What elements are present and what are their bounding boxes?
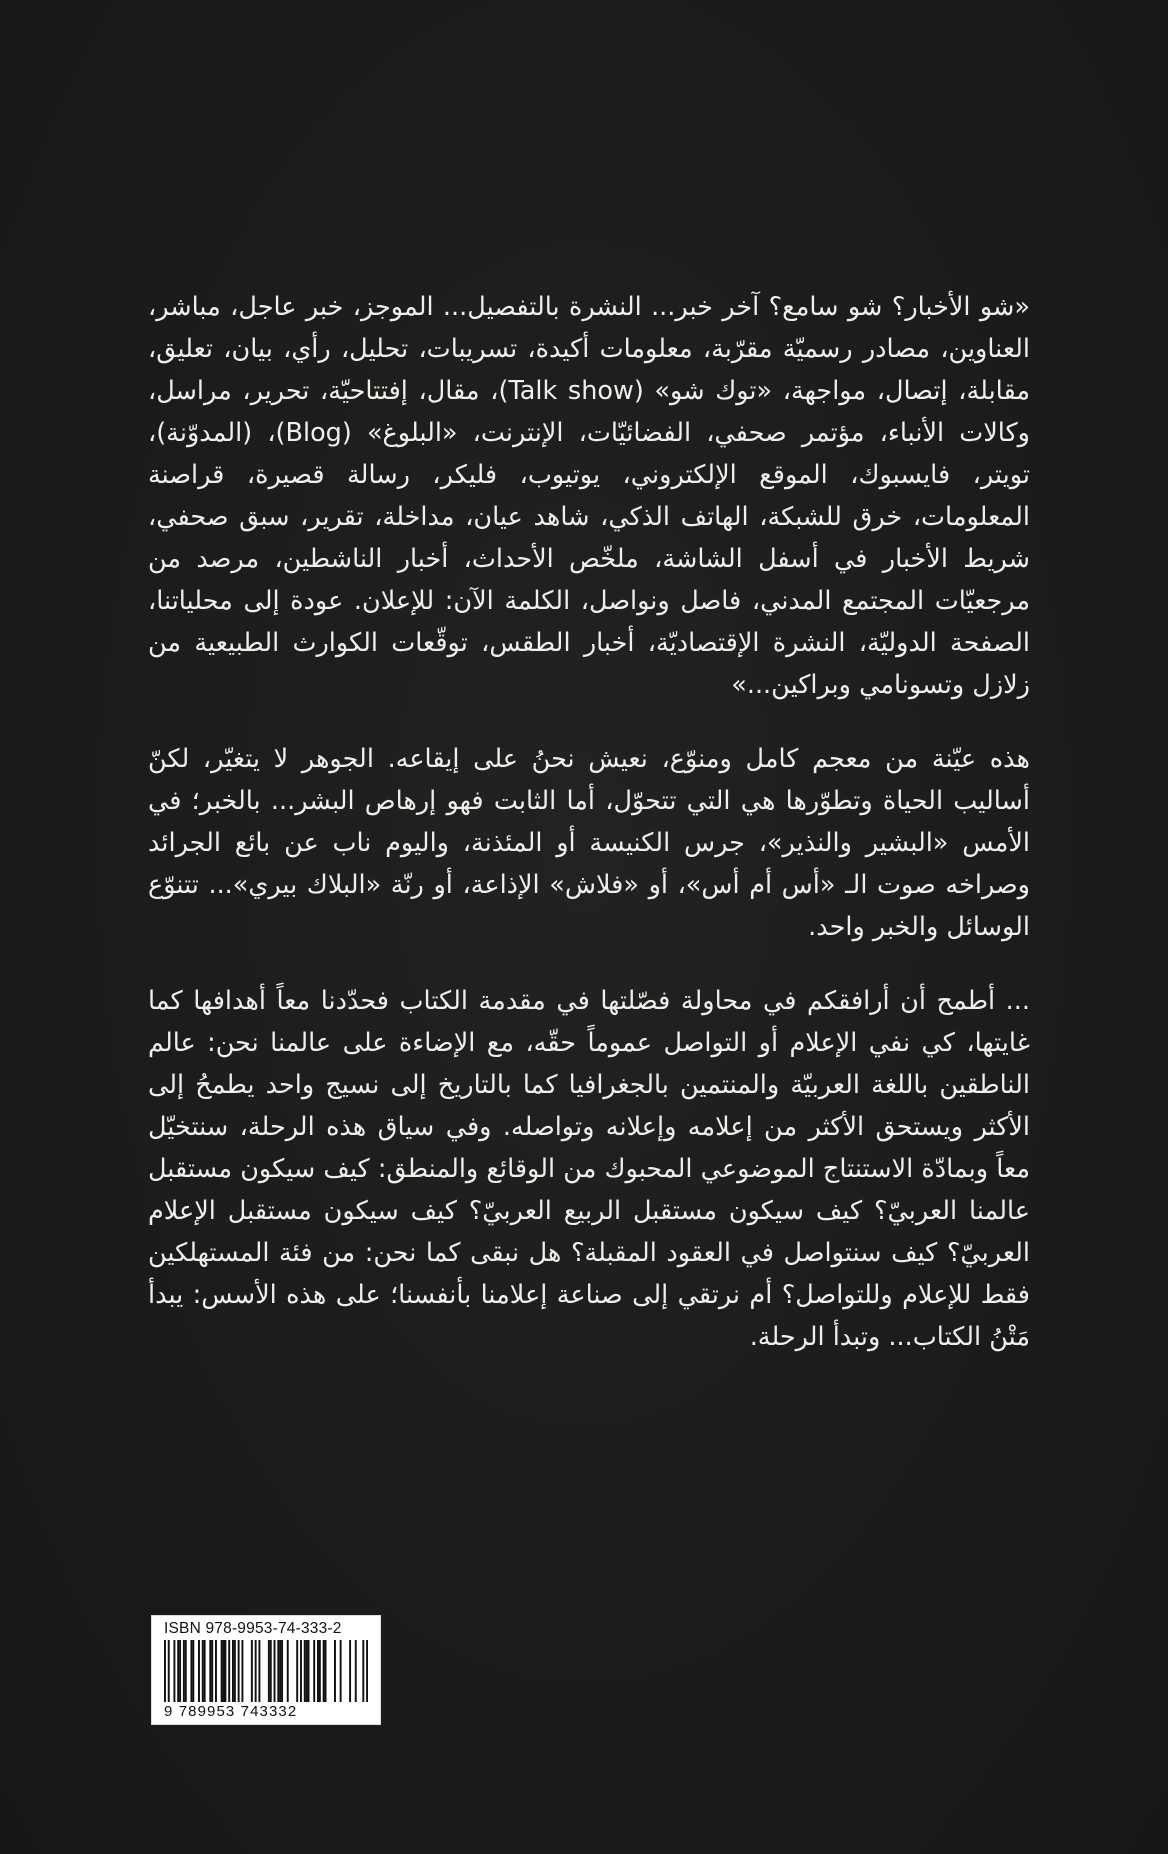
blurb-paragraph-2: هذه عيّنة من معجم كامل ومنوّع، نعيش نحنُ على إيقاعه. الجوهر لا يتغيّر، لكنّ أساليب الحياة وتطوّرها هي التي تتحوّل، أما الثابت فهو إرهاص البشر... بالخبر؛ في الأمس «البشير والنذير»، جرس الكنيسة أو المئذنة، واليوم ناب عن بائع الجرائد وصراخه صوت الـ «أس أم أس»، أو «فلاش» الإذاعة، أو رنّة «البلاك بيري»... تتنوّع الوسائل والخبر واحد. <box>148 744 1030 942</box>
barcode-bar <box>168 1640 170 1702</box>
barcode-bar <box>362 1640 364 1702</box>
barcode-bar <box>270 1640 272 1702</box>
barcode-bar <box>179 1640 181 1702</box>
barcode-bar <box>202 1640 204 1702</box>
barcode-bar <box>232 1640 234 1702</box>
barcode-bar <box>224 1640 226 1702</box>
barcode-bar <box>177 1640 179 1702</box>
barcode-bar <box>164 1640 166 1702</box>
barcode-bar <box>211 1640 213 1702</box>
barcode-bar <box>281 1640 283 1702</box>
barcode-bar <box>296 1640 298 1702</box>
barcode-bar <box>300 1640 302 1702</box>
barcode-bar <box>306 1640 308 1702</box>
barcode-bar <box>319 1640 321 1702</box>
barcode-bar <box>334 1640 336 1702</box>
barcode-bar <box>221 1640 223 1702</box>
barcode-bar <box>198 1640 200 1702</box>
barcode-digits: 9 789953 743332 <box>164 1703 298 1720</box>
barcode-bar <box>255 1640 257 1702</box>
barcode-bar <box>251 1640 253 1702</box>
barcode-bar <box>277 1640 279 1702</box>
barcode-bar <box>204 1640 206 1702</box>
barcode-bar <box>190 1640 192 1702</box>
barcode-bar <box>313 1640 315 1702</box>
barcode-bar <box>349 1640 351 1702</box>
barcode-bar <box>325 1640 327 1702</box>
barcode-bar <box>268 1640 270 1702</box>
barcode-bar <box>183 1640 185 1702</box>
barcode-bar <box>355 1640 357 1702</box>
barcode-bar <box>287 1640 289 1702</box>
barcode-bar <box>366 1640 368 1702</box>
barcode-bar <box>209 1640 211 1702</box>
barcode-bar <box>323 1640 325 1702</box>
barcode-bar <box>304 1640 306 1702</box>
barcode-bar <box>215 1640 217 1702</box>
barcode-bar <box>340 1640 342 1702</box>
isbn-barcode <box>151 1615 381 1725</box>
blurb-text <box>148 286 1030 1390</box>
barcode-bar <box>234 1640 236 1702</box>
barcode-bar <box>228 1640 230 1702</box>
barcode-bar <box>308 1640 310 1702</box>
barcode-bar <box>185 1640 187 1702</box>
isbn-label: ISBN 978-9953-74-333-2 <box>164 1620 342 1637</box>
barcode-bar <box>241 1640 243 1702</box>
barcode-bar <box>317 1640 319 1702</box>
barcode-bar <box>279 1640 281 1702</box>
blurb-paragraph-1: «شو الأخبار؟ شو سامع؟ آخر خبر... النشرة بالتفصيل... الموجز، خبر عاجل، مباشر، العناوين، مصادر رسميّة مقرّبة، معلومات أكيدة، تسريبات، تحليل، رأي، بيان، تعليق، مقابلة، إتصال، مواجهة، «توك شو» (Talk show)، مقال، إفتتاحيّة، تحرير، مراسل، وكالات الأنباء، مؤتمر صحفي، الفضائيّات، الإنترنت، «البلوغ» (Blog)، (المدوّنة)، تويتر، فايسبوك، الموقع الإلكتروني، يوتيوب، فليكر، رسالة قصيرة، قراصنة المعلومات، خرق للشبكة، الهاتف الذكي، شاهد عيان، مداخلة، تقرير، سبق صحفي، شريط الأخبار في أسفل الشاشة، ملخّص الأحداث، أخبار الناشطين، مرصد من مرجعيّات المجتمع المدني، فاصل ونواصل، الكلمة الآن: للإعلان. عودة إلى محلياتنا، الصفحة الدوليّة، النشرة الإقتصاديّة، أخبار الطقس، توقّعات الكوارث الطبيعية من زلازل وتسونامي وبراكين...» <box>148 292 1031 700</box>
blurb-paragraph-3: ... أطمح أن أرافقكم في محاولة فصّلتها في مقدمة الكتاب فحدّدنا معاً أهدافها كما غايتها، كي نفي الإعلام أو التواصل عموماً حقّه، مع الإضاءة على عالمنا نحن: عالم الناطقين باللغة العربيّة والمنتمين بالجغرافيا كما بالتاريخ إلى نسيج واحد يطمحُ إلى الأكثر ويستحق الأكثر من إعلامه وإعلانه وتواصله. وفي سياق هذه الرحلة، سنتخيّل معاً وبمادّة الاستنتاج الموضوعي المحبوك من الوقائع والمنطق: كيف سيكون مستقبل عالمنا العربيّ؟ كيف سيكون مستقبل الربيع العربيّ؟ كيف سيكون مستقبل الإعلام العربيّ؟ كيف سنتواصل في العقود المقبلة؟ هل نبقى كما نحن: من فئة المستهلكين فقط للإعلام وللتواصل؟ أم نرتقي إلى صناعة إعلامنا بأنفسنا؛ على هذه الأسس: يبدأ مَتْنُ الكتاب... وتبدأ الرحلة. <box>148 986 1030 1352</box>
barcode-bar <box>258 1640 260 1702</box>
barcode-bar <box>223 1640 225 1702</box>
barcode-bars <box>164 1640 368 1702</box>
barcode-bar <box>173 1640 175 1702</box>
barcode-bar <box>238 1640 240 1702</box>
barcode-bar <box>274 1640 276 1702</box>
barcode-bar <box>192 1640 194 1702</box>
